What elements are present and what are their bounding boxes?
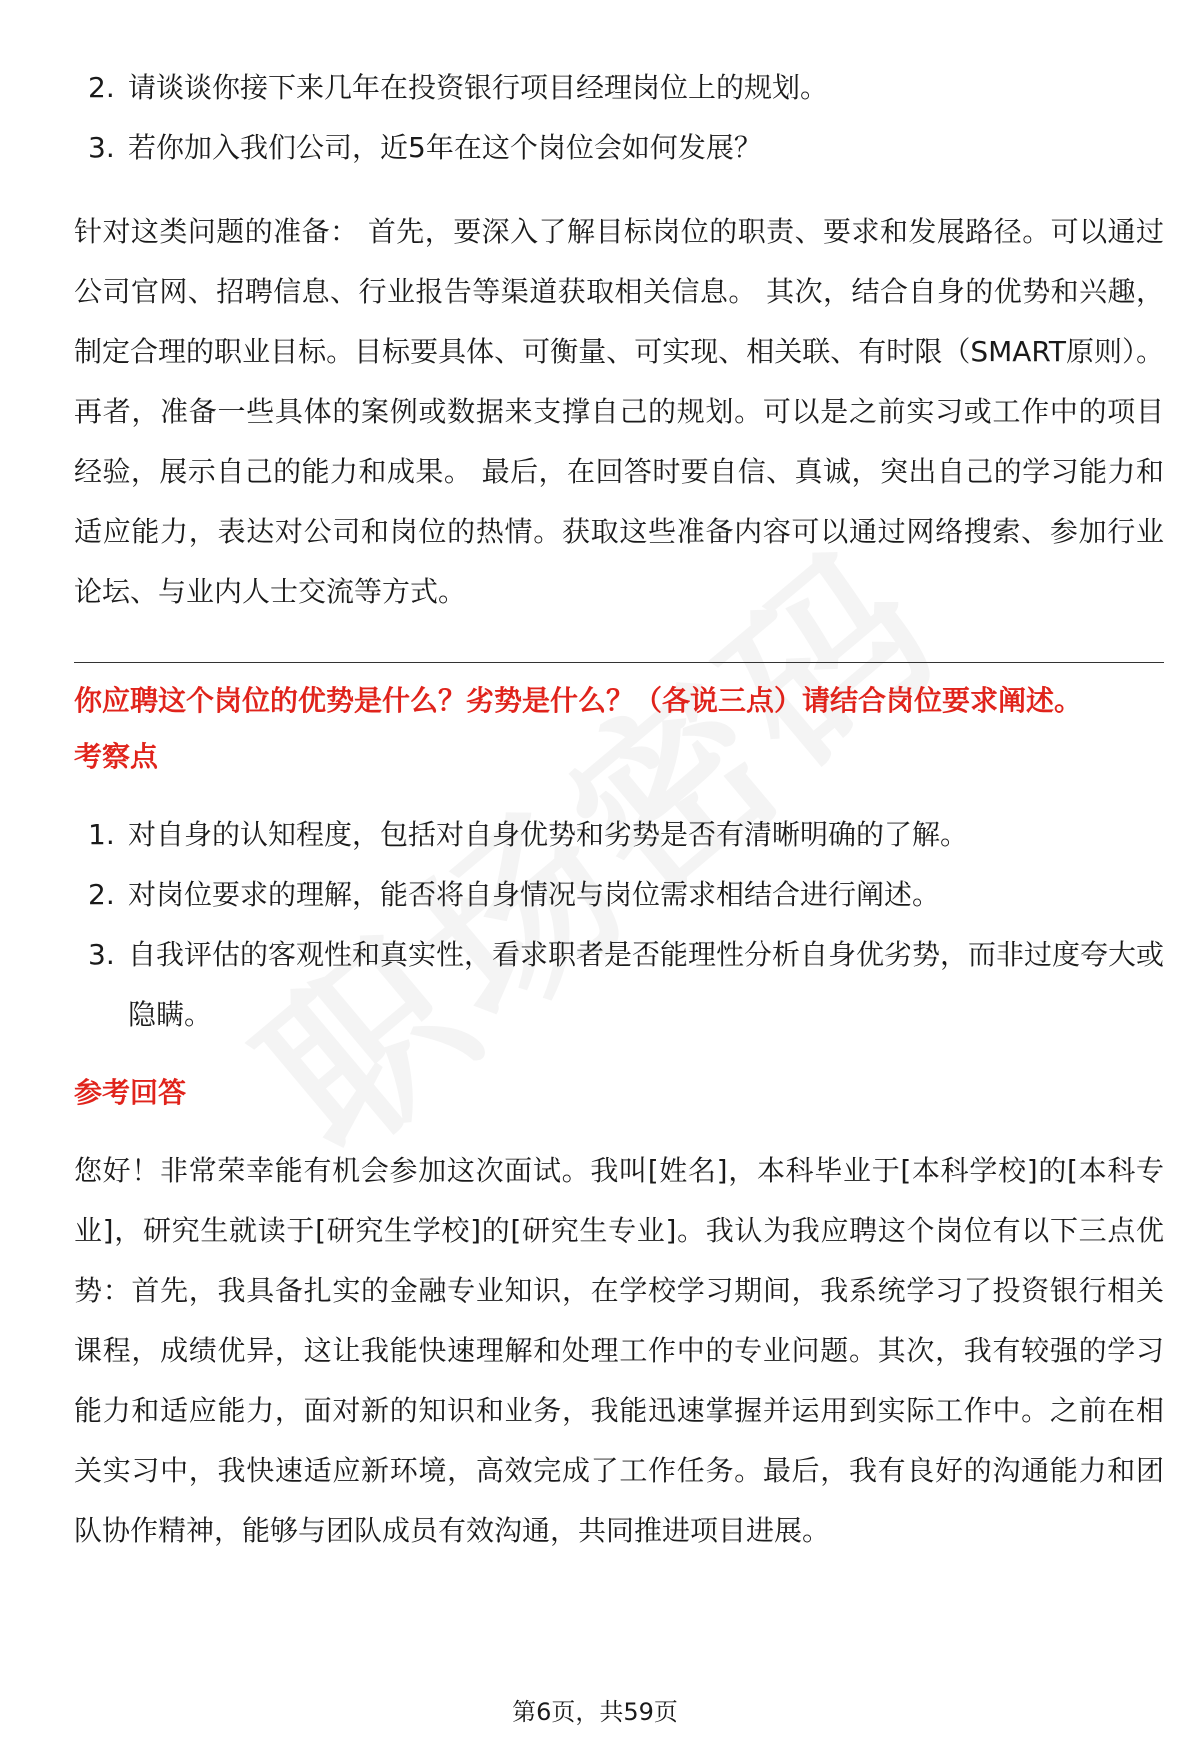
section-divider: [74, 662, 1164, 663]
list-item: [74, 805, 1164, 865]
list-number: 2.: [88, 71, 115, 104]
list-text: 对岗位要求的理解，能否将自身情况与岗位需求相结合进行阐述。: [128, 878, 941, 911]
preparation-paragraph: 针对这类问题的准备： 首先，要深入了解目标岗位的职责、要求和发展路径。可以通过公司官网、招聘信息、行业报告等渠道获取相关信息。 其次，结合自身的优势和兴趣，制定合理的职业目标。目标要具体、可衡量、可实现、相关联、有时限（SMART原则）。 再者，准备一些具体的案例或数据来支撑自己的规划。可以是之前实习或工作中的项目经验，展示自己的能力和成果。 最后，在回答时要自信、真诚，突出自己的学习能力和适应能力，表达对公司和岗位的热情。获取这些准备内容可以通过网络搜索、参加行业论坛、与业内人士交流等方式。: [74, 215, 1164, 608]
list-item: [74, 865, 1164, 925]
list-number: 3.: [88, 131, 115, 164]
list-text: 若你加入我们公司，近5年在这个岗位会如何发展？: [128, 131, 762, 164]
page-content: [74, 58, 1164, 1561]
list-text: 对自身的认知程度，包括对自身优势和劣势是否有清晰明确的了解。: [128, 818, 969, 851]
answer-paragraph: 您好！非常荣幸能有机会参加这次面试。我叫[姓名]，本科毕业于[本科学校]的[本科专业]，研究生就读于[研究生学校]的[研究生专业]。我认为我应聘这个岗位有以下三点优势：首先，我具备扎实的金融专业知识，在学校学习期间，我系统学习了投资银行相关课程，成绩优异，这让我能快速理解和处理工作中的专业问题。其次，我有较强的学习能力和适应能力，面对新的知识和业务，我能迅速掌握并运用到实际工作中。之前在相关实习中，我快速适应新环境，高效完成了工作任务。最后，我有良好的沟通能力和团队协作精神，能够与团队成员有效沟通，共同推进项目进展。: [74, 1154, 1164, 1547]
list-number: 3.: [88, 938, 115, 971]
exam-points-heading: 考察点: [74, 740, 159, 773]
list-number: 2.: [88, 878, 115, 911]
list-item: [74, 925, 1164, 1045]
answer-heading: 参考回答: [74, 1076, 187, 1109]
list-number: 1.: [88, 818, 115, 851]
question-title: 你应聘这个岗位的优势是什么？劣势是什么？（各说三点）请结合岗位要求阐述。: [74, 684, 1083, 717]
page-number: 第6页，共59页: [512, 1698, 678, 1726]
list-text: 自我评估的客观性和真实性，看求职者是否能理性分析自身优劣势，而非过度夸大或隐瞒。: [128, 938, 1165, 1031]
list-item: [74, 58, 1164, 118]
exam-points-list: [74, 805, 1164, 1045]
question-list: [74, 58, 1164, 178]
list-item: [74, 118, 1164, 178]
list-text: 请谈谈你接下来几年在投资银行项目经理岗位上的规划。: [128, 71, 829, 104]
